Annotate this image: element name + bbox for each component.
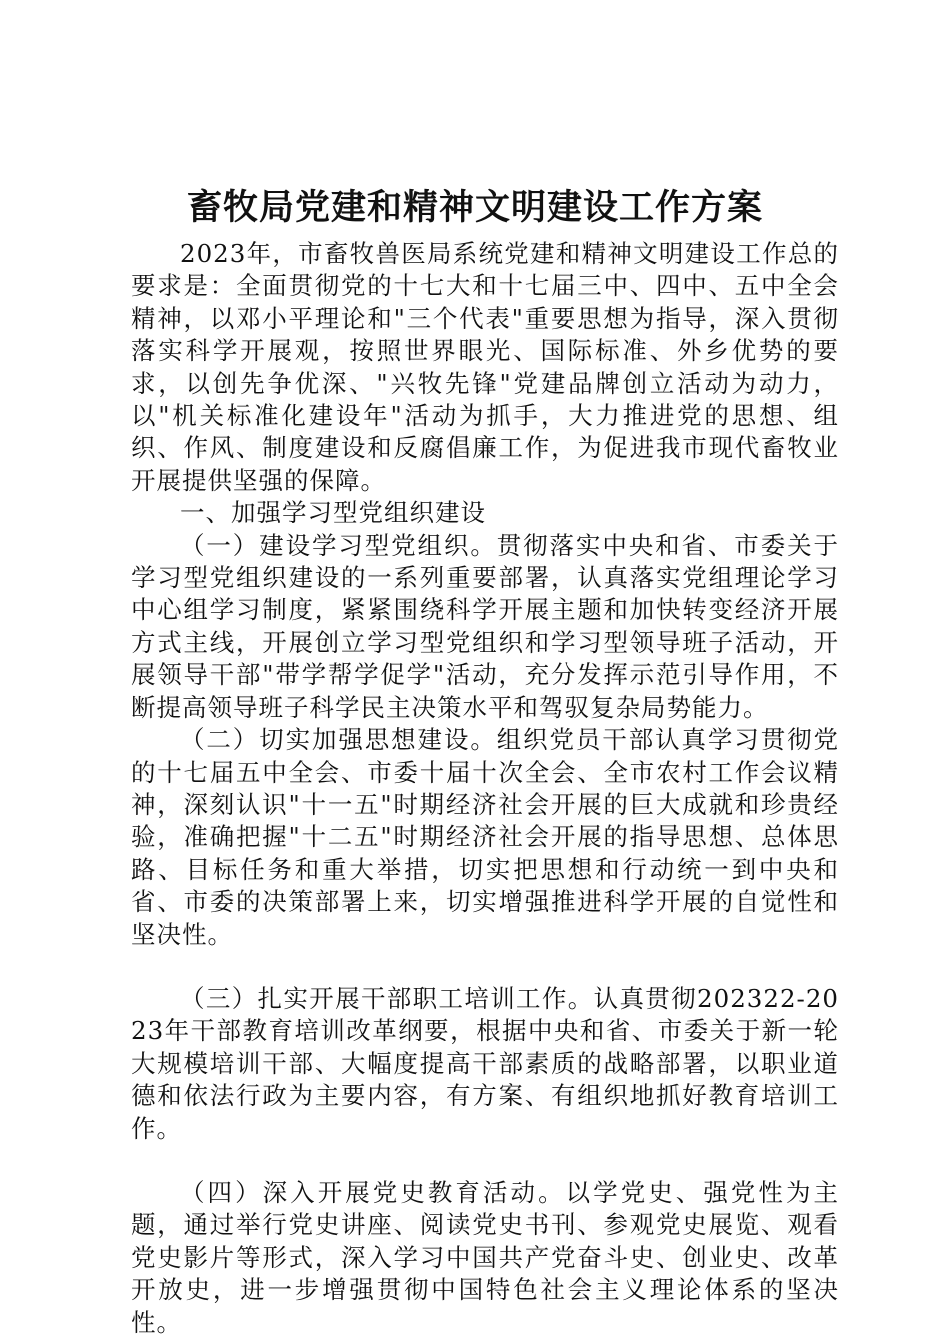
paragraph-item-1: （一）建设学习型党组织。贯彻落实中央和省、市委关于学习型党组织建设的一系列重要部署，认真落实党组理论学习中心组学习制度，紧紧围绕科学开展主题和加快转变经济开展方式主线，开展创立学习型党组织和学习型领导班子活动，开展领导干部"带学帮学促学"活动，充分发挥示范引导作用，不断提高领导班子科学民主决策水平和驾驭复杂局势能力。 — [131, 530, 839, 722]
paragraph-spacer — [131, 951, 839, 983]
document-title: 畜牧局党建和精神文明建设工作方案 — [186, 188, 763, 228]
intro-paragraph: 2023年，市畜牧兽医局系统党建和精神文明建设工作总的要求是：全面贯彻党的十七大和十七届三中、四中、五中全会精神，以邓小平理论和"三个代表"重要思想为指导，深入贯彻落实科学开展观，按照世界眼光、国际标准、外乡优势的要求，以创先争优深、"兴牧先锋"党建品牌创立活动为动力，以"机关标准化建设年"活动为抓手，大力推进党的思想、组织、作风、制度建设和反腐倡廉工作，为促进我市现代畜牧业开展提供坚强的保障。 — [131, 239, 839, 495]
paragraph-item-4: （四）深入开展党史教育活动。以学党史、强党性为主题，通过举行党史讲座、阅读党史书刊、参观党史展览、观看党史影片等形式，深入学习中国共产党奋斗史、创业史、改革开放史，进一步增强贯彻中国特色社会主义理论体系的坚决性。 — [131, 1177, 839, 1337]
paragraph-spacer — [131, 1145, 839, 1177]
paragraph-item-2: （二）切实加强思想建设。组织党员干部认真学习贯彻党的十七届五中全会、市委十届十次全会、全市农村工作会议精神，深刻认识"十一五"时期经济社会开展的巨大成就和珍贵经验，准确把握"十二五"时期经济社会开展的指导思想、总体思路、目标任务和重大举措，切实把思想和行动统一到中央和省、市委的决策部署上来，切实增强推进科学开展的自觉性和坚决性。 — [131, 725, 839, 949]
document-body — [131, 238, 839, 1339]
section-heading: 一、加强学习型党组织建设 — [180, 498, 486, 528]
paragraph-item-3: （三）扎实开展干部职工培训工作。认真贯彻202322-2023年干部教育培训改革纲要，根据中央和省、市委关于新一轮大规模培训干部、大幅度提高干部素质的战略部署，以职业道德和依法行政为主要内容，有方案、有组织地抓好教育培训工作。 — [131, 983, 839, 1143]
